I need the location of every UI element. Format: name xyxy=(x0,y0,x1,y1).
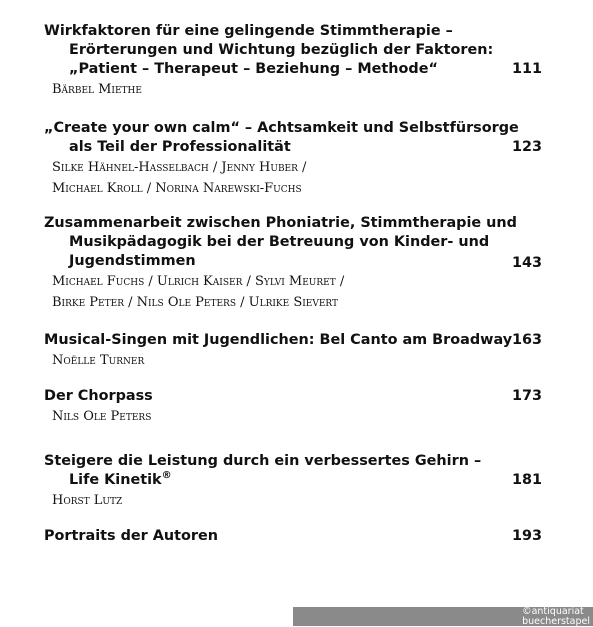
entry-title: Zusammenarbeit zwischen Phoniatrie, Stimmtherapie und Musikpädagogik bei der Betreuung von Kinder- und Jugendstimmen xyxy=(44,215,517,269)
page-number: 193 xyxy=(511,528,542,544)
entry-title: Der Chorpass xyxy=(44,388,153,404)
entry-authors: Michael Fuchs / Ulrich Kaiser / Sylvi Meuret / Birke Peter / Nils Ole Peters / Ulrike Sievert xyxy=(52,274,345,310)
entry-authors: Bärbel Miethe xyxy=(52,82,142,97)
registered-mark: ® xyxy=(161,470,172,482)
page-number: 123 xyxy=(511,139,542,155)
entry-authors: Horst Lutz xyxy=(52,493,123,508)
toc-entry xyxy=(44,119,542,199)
toc-entry xyxy=(44,452,542,511)
page-number: 143 xyxy=(511,255,542,271)
watermark: ©antiquariat buecherstapel xyxy=(522,606,590,627)
entry-title: Wirkfaktoren für eine gelingende Stimmtherapie – Erörterungen und Wichtung bezüglich der Faktoren: „Patient – Therapeut – Beziehung – Methode“ xyxy=(44,23,494,77)
entry-title: Steigere die Leistung durch ein verbessertes Gehirn – Life Kinetik® xyxy=(44,453,482,488)
toc-entry xyxy=(44,387,542,427)
entry-authors: Silke Hähnel-Hasselbach / Jenny Huber / Michael Kroll / Norina Narewski-Fuchs xyxy=(52,160,307,196)
entry-title: „Create your own calm“ – Achtsamkeit und Selbstfürsorge als Teil der Professionalität xyxy=(44,120,519,155)
entry-authors: Nils Ole Peters xyxy=(52,409,152,424)
entry-authors: Noëlle Turner xyxy=(52,353,145,368)
entry-title: Musical-Singen mit Jugendlichen: Bel Canto am Broadway xyxy=(44,332,513,348)
toc-entry xyxy=(44,527,542,546)
page-number: 111 xyxy=(511,61,542,77)
page-number: 181 xyxy=(511,472,542,488)
toc-entry xyxy=(44,214,542,313)
entry-title: Portraits der Autoren xyxy=(44,528,219,544)
toc-entry xyxy=(44,331,542,371)
page-number: 173 xyxy=(511,388,542,404)
toc-entry xyxy=(44,22,542,100)
watermark-bar xyxy=(293,607,593,626)
page-number: 163 xyxy=(511,332,542,348)
